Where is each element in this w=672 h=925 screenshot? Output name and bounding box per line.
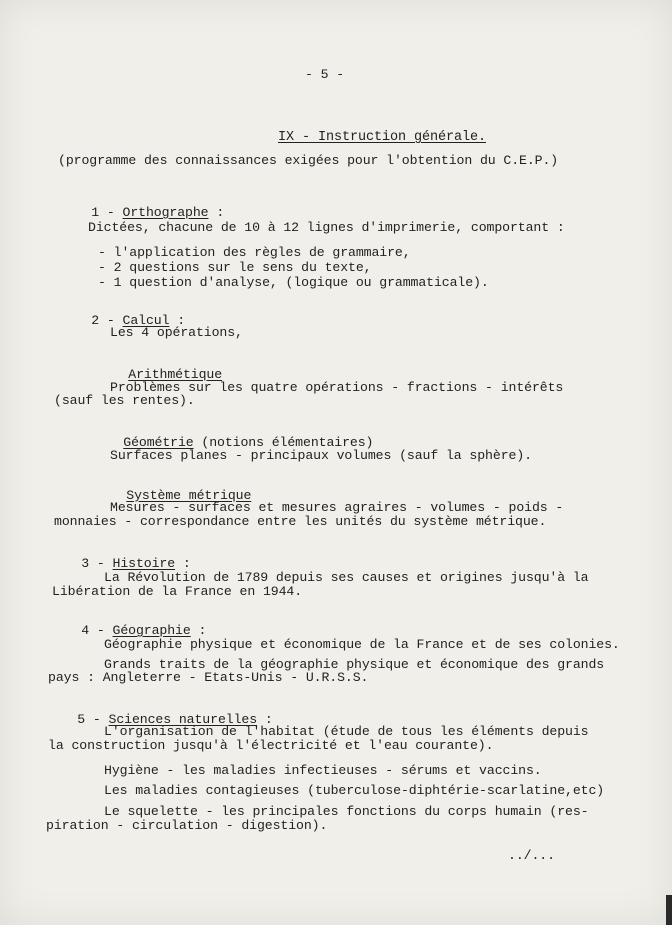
section-heading: Géographie	[112, 623, 191, 638]
sciences-p3-line-1: Les maladies contagieuses (tuberculose-diphtérie-scarlatine,etc)	[104, 783, 605, 798]
continuation-mark: ../...	[508, 848, 555, 863]
subsection-heading: Arithmétique	[128, 367, 223, 382]
orthographe-item-1: - l'application des règles de grammaire,	[98, 245, 411, 260]
subsection-heading-suffix: (notions élémentaires)	[201, 435, 374, 450]
sciences-p1-line-2: la construction jusqu'à l'électricité et l'eau courante).	[48, 738, 494, 753]
page-number: - 5 -	[305, 67, 345, 82]
systeme-line-1: Mesures - surfaces et mesures agraires - volumes - poids -	[110, 500, 564, 515]
section-heading-suffix: :	[177, 313, 186, 328]
arithmetique-line-1: Problèmes sur les quatre opérations - fractions - intérêts	[110, 380, 564, 395]
section-heading: Histoire	[112, 556, 176, 571]
section-heading: Orthographe	[122, 205, 209, 220]
section-number: 5 -	[77, 712, 101, 727]
orthographe-intro: Dictées, chacune de 10 à 12 lignes d'imprimerie, comportant :	[88, 220, 565, 235]
orthographe-item-3: - 1 question d'analyse, (logique ou grammaticale).	[98, 275, 489, 290]
page-edge-shadow	[666, 895, 672, 925]
arithmetique-line-2: (sauf les rentes).	[54, 393, 195, 408]
subtitle: (programme des connaissances exigées pour l'obtention du C.E.P.)	[58, 153, 559, 168]
calcul-intro: Les 4 opérations,	[110, 325, 243, 340]
section-heading-suffix: :	[198, 623, 207, 638]
title-text: IX - Instruction générale.	[278, 130, 487, 145]
section-heading-suffix: :	[264, 712, 273, 727]
section-heading-suffix: :	[216, 205, 225, 220]
section-number: 4 -	[81, 623, 105, 638]
sciences-p2-line-1: Hygiène - les maladies infectieuses - sérums et vaccins.	[104, 763, 542, 778]
section-number: 2 -	[91, 313, 115, 328]
histoire-line-1: La Révolution de 1789 depuis ses causes et origines jusqu'à la	[104, 570, 589, 585]
section-number: 3 -	[81, 556, 105, 571]
section-heading-suffix: :	[182, 556, 191, 571]
geographie-line-1: Géographie physique et économique de la France et de ses colonies.	[104, 637, 620, 652]
section-number: 1 -	[91, 205, 115, 220]
section-heading: Sciences naturelles	[108, 712, 258, 727]
geographie-line-2: Grands traits de la géographie physique et économique des grands	[104, 657, 605, 672]
sciences-p1-line-1: L'organisation de l'habitat (étude de tous les éléments depuis	[104, 724, 589, 739]
geometrie-line-1: Surfaces planes - principaux volumes (sauf la sphère).	[110, 448, 532, 463]
subsection-heading: Géométrie	[123, 435, 194, 450]
orthographe-item-2: - 2 questions sur le sens du texte,	[98, 260, 372, 275]
histoire-line-2: Libération de la France en 1944.	[52, 584, 303, 599]
section-heading: Calcul	[122, 313, 170, 328]
systeme-line-2: monnaies - correspondance entre les unités du système métrique.	[54, 514, 547, 529]
geographie-line-3: pays : Angleterre - Etats-Unis - U.R.S.S.	[48, 670, 369, 685]
sciences-p4-line-2: piration - circulation - digestion).	[46, 818, 328, 833]
sciences-p4-line-1: Le squelette - les principales fonctions du corps humain (res-	[104, 804, 589, 819]
subsection-heading: Système métrique	[126, 488, 252, 503]
